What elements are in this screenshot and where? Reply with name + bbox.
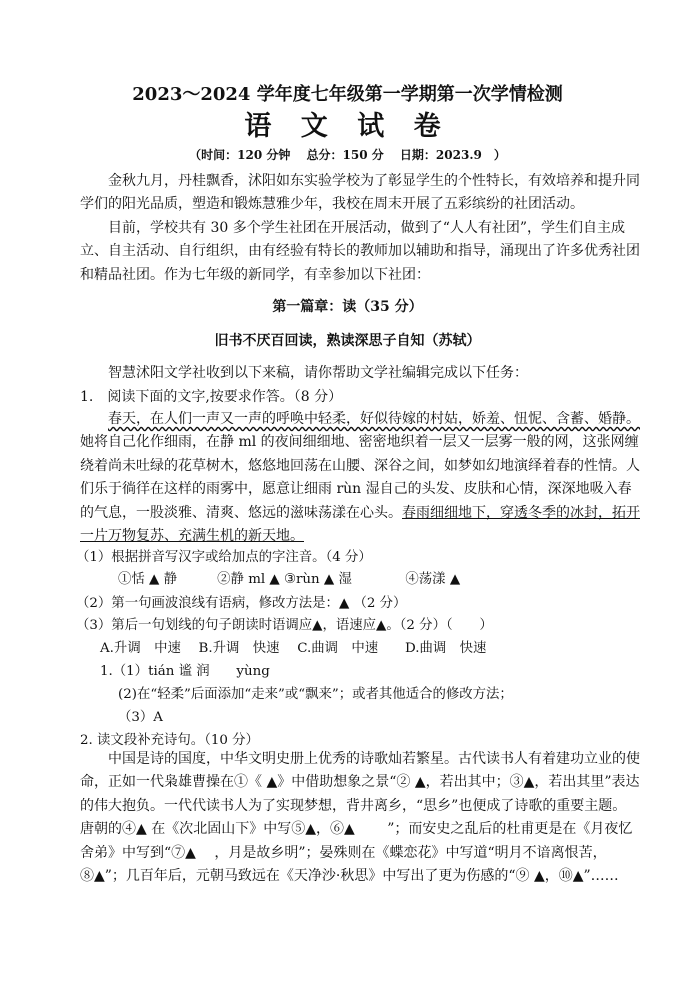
q1-sub2: （2）第一句画波浪线有语病，修改方法是：▲ （2 分）: [76, 596, 407, 611]
q1-stem: 1. 阅读下面的文字,按要求作答。（8 分）: [80, 389, 343, 405]
q2-stem: 2. 读文段补充诗句。（10 分）: [80, 733, 259, 748]
q1-answer-3: （3）A: [118, 710, 163, 725]
q1-sub1-items: ①恬 ▲ 静 ②静 ml ▲ ③rùn ▲ 湿 ④荡漾 ▲: [118, 572, 461, 587]
q1-sub1: （1）根据拼音写汉字或给加点的字注音。（4 分）: [76, 550, 372, 565]
q1-sub3-options: A.升调 中速 B.升调 快速 C.曲调 中速 D.曲调 快速: [100, 641, 487, 656]
q1-passage-body: 她将自己化作细雨，在静 ml 的夜间细细地、密密地织着一层又一层雾一般的网，这张网缠绕着尚未吐绿的花草树木，悠悠地回荡在山腰、深谷之间，如梦如幻地演绎着春的性情。人们乐于徜徉在这样的雨雾中，愿意让细雨 rùn 湿自己的头发、皮肤和心情，深深地吸入春的气息，一股淡雅、清爽、悠远的滋味荡漾在心头。: [80, 434, 640, 521]
intro-paragraph-2: 目前，学校共有 30 多个学生社团在开展活动，做到了“人人有社团”，学生们自主成立、自主活动、自行组织，由有经验有特长的教师加以辅助和指导，涌现出了许多优秀社团和精品社团。作为七年级的新同学，有幸参加以下社团：: [80, 219, 640, 283]
q1-sub3: （3）第后一句划线的句子朗读时语调应▲，语速应▲。（2 分）（ ）: [76, 618, 493, 633]
intro-block: [80, 170, 640, 287]
q1-wavy-sentence: 春天，在人们一声又一声的呼唤中轻柔，好似待嫁的村姑，娇羞、忸怩、含蓄、婚静。: [108, 411, 640, 427]
exam-title: 2023～2024 学年度七年级第一学期第一次学情检测: [132, 84, 563, 105]
q1-answer-2: (2)在“轻柔”后面添加“走来”或“飘来”；或者其他适合的修改方法；: [118, 687, 513, 702]
q1-answer-1: 1.（1）tián 谧 润 yùng: [100, 664, 270, 679]
intro-paragraph-1: 金秋九月，丹桂飘香，沭阳如东实验学校为了彰显学生的个性特长，有效培养和提升同学们的阳光品质，塑造和锻炼慧雅少年，我校在周末开展了五彩缤纷的社团活动。: [80, 173, 640, 213]
q2-passage: 中国是诗的国度，中华文明史册上优秀的诗歌灿若繁星。古代读书人有着建功立业的使命，正如一代枭雄曹操在①《 ▲》中借助想象之景“② ▲，若出其中；③▲，若出其里”表达的伟大抱负。一代代读书人为了实现梦想，背井离乡，“思乡”也便成了诗歌的重要主题。唐朝的④▲ 在《次北固山下》中写⑤▲，⑥▲ ”；而安史之乱后的杜甫更是在《月夜忆舍弟》中写到“⑦▲ ，月是故乡明”；晏殊则在《蝶恋花》中写道“明月不谙离恨苦，⑧▲”；几百年后，元朝马致远在《天净沙·秋思》中写出了更为伤感的“⑨ ▲，⑩▲”……: [80, 751, 640, 885]
section-lead: 智慧沭阳文学社收到以下来稿，请你帮助文学社编辑完成以下任务：: [108, 365, 528, 381]
section-motto: 旧书不厌百回读，熟读深思子自知（苏轼）: [214, 333, 481, 349]
q1-underlined-sentence: 春雨细细地下，穿透冬季的冰封，拓开一片万物复苏、充满生机的新天地。: [80, 504, 640, 545]
section-heading: 第一篇章：读（35 分）: [272, 299, 423, 315]
q1-passage: [80, 408, 640, 548]
q2-passage-block: [80, 748, 640, 888]
exam-meta: （时间：120 分钟 总分：150 分 日期：2023.9 ）: [189, 148, 506, 162]
subject-title: 语 文 试 卷: [244, 111, 451, 142]
